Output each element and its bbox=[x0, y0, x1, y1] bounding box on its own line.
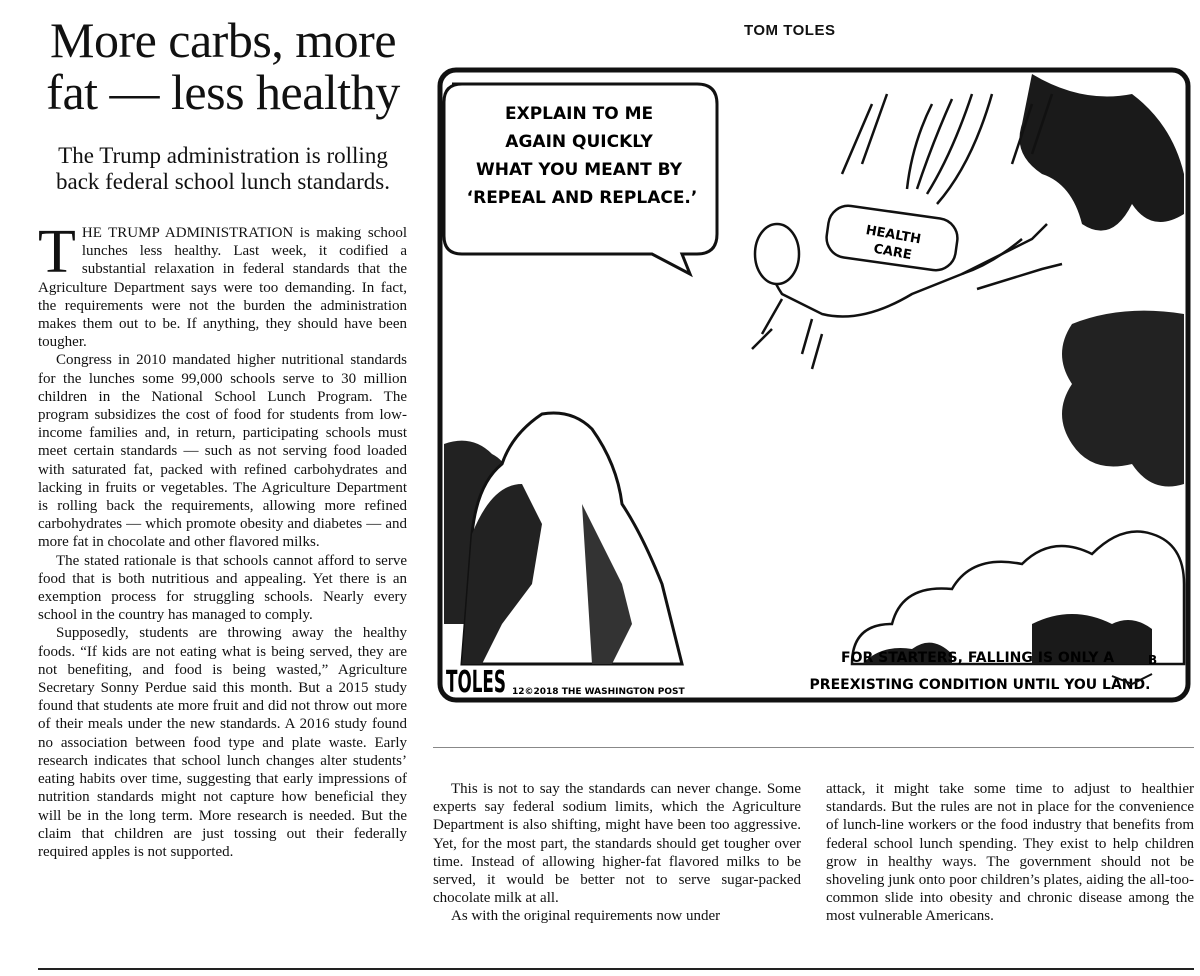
paragraph-5: This is not to say the standards can never change. Some experts say federal sodium limits, which the Agriculture Department is also shifting, might have been too aggressive. Yet, for the most part, the standards should get tougher over time. Instead of allowing higher-fat flavored milks to be served, it would be better not to serve sugar-packed chocolate milk at all. bbox=[433, 781, 801, 907]
headline: More carbs, more fat — less healthy bbox=[46, 12, 400, 120]
drop-cap: T bbox=[38, 218, 76, 286]
artist-initial: B bbox=[1148, 653, 1158, 667]
subheadline: The Trump administration is rolling back federal school lunch standards. bbox=[55, 143, 391, 194]
pack-line-2: CARE bbox=[872, 241, 913, 264]
speech-line-3: WHAT YOU MEANT BY bbox=[476, 160, 683, 180]
paragraph-2: Congress in 2010 mandated higher nutritional standards for the lunches some 99,000 schools serve to 30 million children in the National School Lunch Program. The program subsidizes the cost of food for students from low-income families and, in return, participating schools must meet certain standards — such as not serving food loaded with saturated fat, packed with refined carbohydrates and lacking in fruits or vegetables. The Agriculture Department is rolling back the requirements, allowing more refined carbohydrates — which promote obesity and diabetes — and more fat in chocolate and other flavored milks. bbox=[38, 352, 407, 551]
speech-line-1: EXPLAIN TO ME bbox=[504, 104, 654, 124]
paragraph-6-start: As with the original requirements now under bbox=[451, 908, 721, 925]
speech-line-4: ‘REPEAL AND REPLACE.’ bbox=[466, 188, 698, 208]
bottom-rule bbox=[38, 968, 1194, 970]
cartoonist-credit: TOM TOLES bbox=[744, 22, 836, 39]
article-column-3 bbox=[826, 780, 1194, 926]
paragraph-1-text: is making school lunches less healthy. Last week, it codified a substantial relaxation in federal standards that the Agriculture Department says were too demanding. In fact, the requirements were not the burden the administration makes them out to be. If anything, they should have been tougher. bbox=[38, 225, 407, 351]
speech-line-2: AGAIN QUICKLY bbox=[505, 132, 653, 152]
article-column-1 bbox=[38, 218, 407, 861]
paragraph-3: The stated rationale is that schools cannot afford to serve food that is both nutritious and appealing. Yet there is an exemption process for struggling schools. Nearly every school in the country has managed to comply. bbox=[38, 552, 407, 624]
lead-in: HE TRUMP ADMINISTRATION bbox=[81, 225, 294, 241]
editorial-cartoon bbox=[432, 64, 1195, 706]
cartoonist-signature: TOLES bbox=[446, 665, 506, 700]
caption-line-1: FOR STARTERS, FALLING IS ONLY A bbox=[841, 650, 1115, 666]
paragraph-6-continued: attack, it might take some time to adjust to healthier standards. But the rules are not in place for the convenience of lunch-line workers or the food industry that benefits from federal school lunch spending. They exist to help children grow in healthy ways. The government should not be shoveling junk onto poor children’s plates, aiding the all-too-common slide into obesity and chronic disease among the most vulnerable Americans. bbox=[826, 781, 1194, 925]
pack-line-1: HEALTH bbox=[864, 223, 922, 248]
paragraph-4: Supposedly, students are throwing away the healthy foods. “If kids are not eating what is being served, they are not benefiting, and food is being wasted,” Agriculture Secretary Sonny Perdue said this month. But a 2015 study found that students ate more fruit and did not throw out more of their meals under the new standards. A 2016 study found no association between food type and plate waste. Early research indicates that school lunch changes alter students’ eating habits over time, suggesting that early impressions of nutrition standards might not capture how beneficial they will be in the long term. More research is needed. But the claim that children are just tossing out their federally required apples is not supported. bbox=[38, 625, 407, 860]
paragraph-1 bbox=[38, 218, 407, 351]
divider-rule bbox=[433, 747, 1194, 748]
article-column-2 bbox=[433, 780, 801, 926]
copyright-line: 12©2018 THE WASHINGTON POST bbox=[512, 687, 685, 697]
caption-line-2: PREEXISTING CONDITION UNTIL YOU LAND. bbox=[809, 677, 1151, 693]
